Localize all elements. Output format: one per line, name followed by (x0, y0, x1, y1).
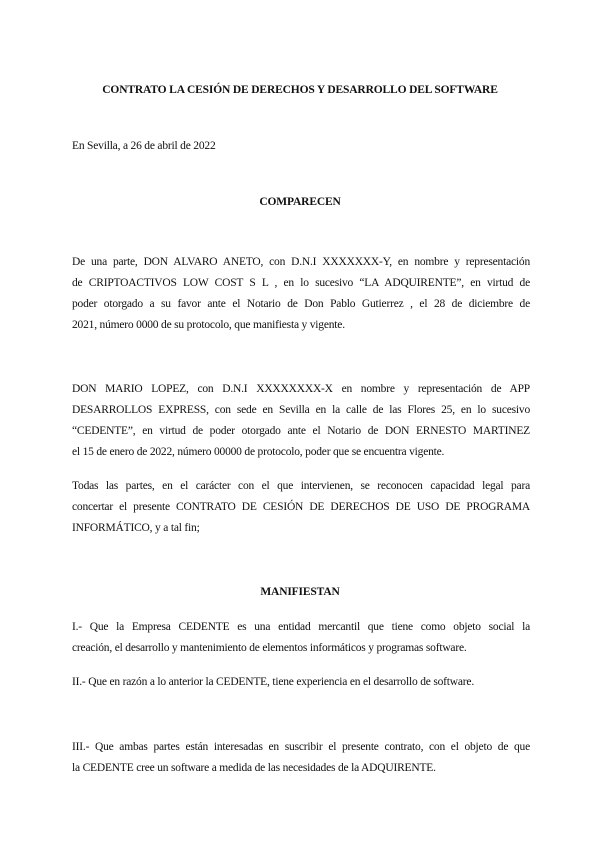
parties-line: Todas las partes, en el carácter con el que intervienen, se reconocen capacidad legal para (72, 480, 530, 492)
parties-line: INFORMÁTICO, y a tal fin; (72, 522, 200, 534)
clause3-line: III.- Que ambas partes están interesadas en suscribir el presente contrato, con el objeto de que (72, 741, 530, 753)
party2-line: “CEDENTE”, en virtud de poder otorgado ante el Notario de DON ERNESTO MARTINEZ (72, 425, 530, 437)
comparecen-heading: COMPARECEN (259, 196, 341, 208)
place-date: En Sevilla, a 26 de abril de 2022 (72, 140, 216, 152)
party1-line: poder otorgado a su favor ante el Notario de Don Pablo Gutierrez , el 28 de diciembre de (72, 298, 530, 310)
clause1-line: I.- Que la Empresa CEDENTE es una entidad mercantil que tiene como objeto social la (72, 621, 530, 633)
party1-line: 2021, número 0000 de su protocolo, que manifiesta y vigente. (72, 319, 345, 331)
parties-line: concertar el presente CONTRATO DE CESIÓN DE DERECHOS DE USO DE PROGRAMA (72, 501, 530, 513)
clause3-line: la CEDENTE cree un software a medida de las necesidades de la ADQUIRENTE. (72, 762, 436, 774)
manifiestan-heading: MANIFIESTAN (260, 586, 340, 598)
party2-line: el 15 de enero de 2022, número 00000 de protocolo, poder que se encuentra vigente. (72, 446, 445, 458)
party1-line: de CRIPTOACTIVOS LOW COST S L , en lo sucesivo “LA ADQUIRENTE”, en virtud de (72, 277, 530, 289)
party2-line: DON MARIO LOPEZ, con D.N.I XXXXXXXX-X en nombre y representación de APP (72, 383, 530, 395)
clause2-line: II.- Que en razón a lo anterior la CEDENTE, tiene experiencia en el desarrollo de software. (72, 676, 474, 688)
party2-line: DESARROLLOS EXPRESS, con sede en Sevilla en la calle de las Flores 25, en lo sucesivo (72, 404, 530, 416)
party1-line: De una parte, DON ALVARO ANETO, con D.N.I XXXXXXX-Y, en nombre y representación (72, 256, 530, 268)
clause1-line: creación, el desarrollo y mantenimiento de elementos informáticos y programas software. (72, 642, 467, 654)
document-title: CONTRATO LA CESIÓN DE DERECHOS Y DESARROLLO DEL SOFTWARE (102, 84, 498, 96)
